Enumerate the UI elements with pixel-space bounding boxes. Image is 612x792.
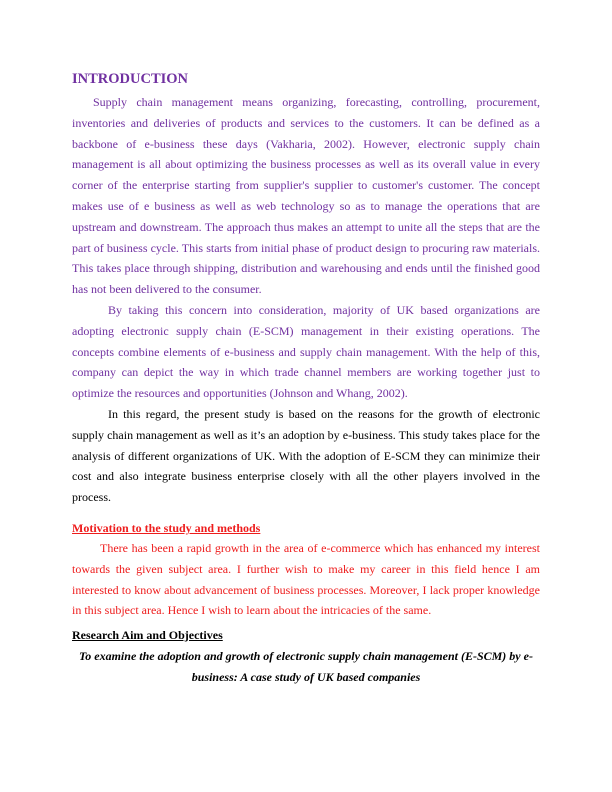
intro-paragraph-1: Supply chain management means organizing, forecasting, controlling, procurement, inventories and deliveries of products and services to the customers. It can be defined as a backbone of e-business these days (Vakharia, 2002). However, electronic supply chain management is all about optimizing the business processes as well as its overall value in every corner of the enterprise starting from supplier's supplier to customer's customer. The concept makes use of e business as well as web technology so as to manage the operations that are upstream and downstream. The approach thus makes an attempt to unite all the steps that are the part of business cycle. This starts from initial phase of product design to procuring raw materials. This takes place through shipping, distribution and warehousing and ends until the finished good has not been delivered to the consumer.	[72, 95, 540, 297]
intro-paragraph-3: In this regard, the present study is based on the reasons for the growth of electronic supply chain management as well as it’s an adoption by e-business. This study takes place for the analysis of different organizations of UK. With the adoption of E-SCM they can minimize their cost and also integrate business enterprise closely with all the other players involved in the process.	[72, 406, 540, 505]
intro-paragraph-2: By taking this concern into consideration, majority of UK based organizations are adopting electronic supply chain (E-SCM) management in their existing operations. The concepts combine elements of e-business and supply chain management. With the help of this, company can depict the way in which trade channel members are working together just to optimize the resources and opportunities (Johnson and Whang, 2002).	[72, 302, 540, 401]
motivation-heading: Motivation to the study and methods	[72, 520, 261, 535]
research-aim-heading: Research Aim and Objectives	[72, 628, 223, 643]
document-page	[72, 70, 540, 688]
introduction-heading: INTRODUCTION	[72, 71, 189, 87]
motivation-paragraph: There has been a rapid growth in the area of e-commerce which has enhanced my interest towards the given subject area. I further wish to make my career in this field hence I am interested to know about advancement of business processes. Moreover, I lack proper knowledge in this subject area. Hence I wish to learn about the intricacies of the same.	[72, 540, 540, 618]
research-aim-statement: To examine the adoption and growth of electronic supply chain management (E-SCM) by e-business: A case study of UK based companies	[79, 649, 533, 685]
